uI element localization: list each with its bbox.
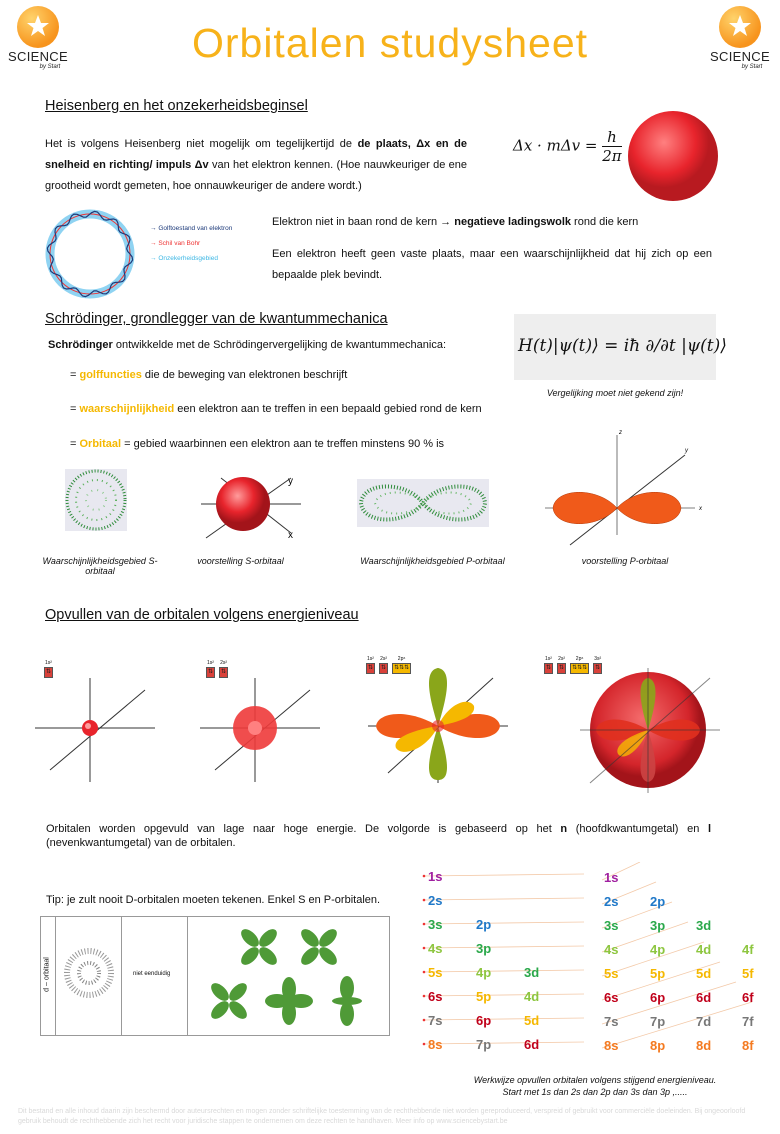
orbital-5p: 5p (650, 966, 666, 981)
ladder-line (424, 1042, 584, 1044)
logo-text: SCIENCE (8, 49, 68, 64)
orbital-2s: 2s (604, 894, 619, 909)
orbital-6p: 6p (650, 990, 666, 1005)
fill-box-arrows: ⇅⇅⇅ (570, 663, 589, 674)
heisenberg-text: Het is volgens Heisenberg niet mogelijk om tegelijkertijd de de plaats, Δx en de snelheid en richting/ impuls Δv van het elektron kennen. (Hoe nauwkeuriger de ene grootheid wordt gemeten, hoe onnauwkeuriger de andere wordt.) (45, 138, 468, 192)
copyright-footer: Dit bestand en alle inhoud daarin zijn beschermd door auteursrechten en mogen zonder schriftelijke toestemming van de rechthebbende niet worden gereproduceerd, verspreid of gebruikt voor commerciële doeleinden. Bij ongeoorloofd gebruik behoudt de rechthebbende zich het recht voor juridische stappen te ondernemen om deze rechten te handhaven. Meer info op www.sciencebystart.be (18, 1108, 746, 1125)
ladder-line (424, 874, 584, 876)
orbital-4f: 4f (742, 942, 754, 957)
legend-uncertainty: → Onzekerheidsgebied (150, 255, 218, 262)
orbital-7s: 7s (428, 1013, 443, 1028)
energy-ladder-list (416, 862, 586, 1058)
wave-legend (150, 221, 232, 266)
logo-text: SCIENCE (710, 49, 770, 64)
ladder-caption-1: Werkwijze opvullen orbitalen volgens stijgend energieniveau. (473, 1075, 717, 1085)
axes-1s (35, 670, 160, 785)
electron-cloud-sphere (625, 108, 721, 204)
fill-box-arrows: ⇅ (44, 667, 53, 678)
orbital-7p: 7p (476, 1037, 492, 1052)
s-probability-dots (65, 469, 127, 531)
heading-opvullen: Opvullen van de orbitalen volgens energieniveau (45, 607, 359, 623)
orbital-4s: 4s (428, 941, 443, 956)
ladder-line (424, 898, 584, 900)
axis-y-label: y (288, 476, 293, 487)
bohr-wave-diagram (38, 208, 148, 300)
bullet-waarschijnlijkheid: = waarschijnlijkheid een elektron aan te treffen in een bepaald gebied rond de kern (70, 403, 482, 415)
ladder-line (424, 946, 584, 948)
ladder-dot (423, 875, 426, 878)
orbital-4s: 4s (604, 942, 619, 957)
heading-heisenberg: Heisenberg en het onzekerheidsbeginsel (45, 98, 308, 114)
orbital-1s: 1s (604, 870, 619, 885)
fill-box-label: 2p⁶ (575, 656, 584, 662)
legend-wave: → Golftoestand van elektron (150, 225, 233, 232)
ladder-dot (423, 1019, 426, 1022)
orbital-2s: 2s (428, 893, 443, 908)
legend-bohr: → Schil van Bohr (150, 240, 201, 247)
orbital-3p: 3p (650, 918, 666, 933)
logo-sub: by Start (741, 64, 763, 70)
orbital-7p: 7p (650, 1014, 666, 1029)
fill-box-arrows: ⇅ (206, 667, 215, 678)
orbital-8p: 8p (650, 1038, 666, 1053)
p-probability-dots (357, 479, 489, 527)
fill-box-label: 2s² (558, 656, 566, 662)
orbital-8f: 8f (742, 1038, 754, 1053)
ladder-line (424, 922, 584, 924)
fill-box-label: 2s² (220, 660, 228, 666)
d-orbital-shapes (193, 923, 383, 1031)
orbital-3d: 3d (696, 918, 712, 933)
tip-text: Tip: je zult nooit D-orbitalen moeten tekenen. Enkel S en P-orbitalen. (46, 894, 381, 906)
ladder-caption-2: Start met 1s dan 2s dan 2p dan 3s dan 3p ,..... (502, 1087, 688, 1097)
d-orbital-table (40, 916, 390, 1036)
ladder-caption (440, 1074, 750, 1098)
probability-text: Een elektron heeft geen vaste plaats, maar een waarschijnlijkheid dat hij zich op een bepaalde plek bevindt. (272, 248, 712, 281)
orbital-6d: 6d (524, 1037, 540, 1052)
orbital-4d: 4d (696, 942, 712, 957)
orbital-6p: 6p (476, 1013, 492, 1028)
fill-box-arrows: ⇅ (557, 663, 566, 674)
ladder-dot (423, 971, 426, 974)
schrodinger-text: Schrödinger ontwikkelde met de Schrödingervergelijking de kwantummechanica: (48, 339, 447, 351)
fill-box-label: 1s² (207, 660, 214, 666)
fill-box-arrows: ⇅ (544, 663, 553, 674)
orbital-4p: 4p (476, 965, 492, 980)
schrodinger-formula-box (514, 314, 727, 380)
axis-x-label: x (288, 530, 293, 541)
axis-y-label: y (685, 448, 688, 454)
logo-sub: by Start (39, 64, 61, 70)
ladder-line (424, 970, 584, 972)
orbital-5d: 5d (696, 966, 712, 981)
fill-box-arrows: ⇅ (366, 663, 375, 674)
d-cloud-dots (61, 939, 117, 1007)
orbital-8s: 8s (428, 1037, 443, 1052)
orbital-3d: 3d (524, 965, 540, 980)
fill-box-arrows: ⇅ (593, 663, 602, 674)
orbital-4p: 4p (650, 942, 666, 957)
orbital-2p: 2p (650, 894, 666, 909)
page-title: Orbitalen studysheet (191, 20, 589, 66)
orbital-1s: 1s (428, 869, 443, 884)
axis-x-label: x (699, 506, 702, 512)
bullet-orbitaal: = Orbitaal = gebied waarbinnen een elektron aan te treffen minstens 90 % is (70, 438, 445, 450)
fill-box-label: 1s² (367, 656, 374, 662)
ladder-dot (423, 923, 426, 926)
fill-box-label: 2p⁶ (397, 656, 406, 662)
heisenberg-formula: Δx · mΔv = $\frac{h}{2\pi}$ (513, 128, 622, 165)
orbital-5p: 5p (476, 989, 492, 1004)
fill-box-arrows: ⇅ (379, 663, 388, 674)
caption-s-orbital: voorstelling S-orbitaal (197, 556, 284, 566)
bullet-golffuncties: = golffuncties die de beweging van elektronen beschrijft (70, 369, 348, 381)
orbital-7f: 7f (742, 1014, 754, 1029)
fill-box-label: 1s² (545, 656, 552, 662)
caption-p-probability: Waarschijnlijkheidsgebied P-orbitaal (360, 556, 505, 566)
s-orbital-sphere (196, 468, 306, 548)
ladder-dot (423, 995, 426, 998)
orbital-7s: 7s (604, 1014, 619, 1029)
fill-box-label: 2s² (380, 656, 388, 662)
formula-note: Vergelijking moet niet gekend zijn! (546, 388, 684, 398)
fill-box-label: 1s² (45, 660, 52, 666)
caption-s-probability: Waarschijnlijkheidsgebied S-orbitaal (42, 556, 158, 576)
axes-2s (200, 670, 325, 785)
orbital-5d: 5d (524, 1013, 540, 1028)
fill-box (544, 656, 553, 674)
orbital-6s: 6s (604, 990, 619, 1005)
fill-order-text: Orbitalen worden opgevuld van lage naar hoge energie. De volgorde is gebaseerd op het n (hoofdkwantumgetal) en l (nevenkwantumgetal) van de orbitalen. (46, 823, 711, 849)
orbital-7d: 7d (696, 1014, 712, 1029)
p-orbital-lobes (535, 430, 710, 550)
orbital-6s: 6s (428, 989, 443, 1004)
ladder-dot (423, 1043, 426, 1046)
diagonal-line (602, 1002, 752, 1048)
fill-box (557, 656, 566, 674)
energy-ladder-grid (596, 862, 766, 1058)
table-mid-label: niet eenduidig (133, 971, 171, 977)
orbital-6d: 6d (696, 990, 712, 1005)
orbital-5s: 5s (428, 965, 443, 980)
orbital-5s: 5s (604, 966, 619, 981)
heading-schrodinger: Schrödinger, grondlegger van de kwantummechanica (45, 311, 388, 327)
axes-3s (580, 668, 720, 793)
orbital-4d: 4d (524, 989, 540, 1004)
axis-z-label: z (619, 430, 622, 436)
orbital-3s: 3s (604, 918, 619, 933)
ladder-dot (423, 947, 426, 950)
caption-p-orbital: voorstelling P-orbitaal (581, 556, 669, 566)
cloud-text: Elektron niet in baan rond de kern → negatieve ladingswolk rond die kern (272, 216, 639, 228)
diagonal-line (602, 982, 736, 1024)
orbital-3p: 3p (476, 941, 492, 956)
orbital-6f: 6f (742, 990, 754, 1005)
orbital-5f: 5f (742, 966, 754, 981)
orbital-8d: 8d (696, 1038, 712, 1053)
fill-box-label: 3s² (594, 656, 602, 662)
schrodinger-formula: H(t)|ψ(t)⟩ = iħ ∂/∂t |ψ(t)⟩ (518, 336, 727, 356)
axes-2p (368, 668, 508, 783)
fill-box-arrows: ⇅⇅⇅ (392, 663, 411, 674)
orbital-2p: 2p (476, 917, 492, 932)
orbital-3s: 3s (428, 917, 443, 932)
ladder-dot (423, 899, 426, 902)
ladder-line (424, 1018, 584, 1020)
ladder-line (424, 994, 584, 996)
fill-box-arrows: ⇅ (219, 667, 228, 678)
table-side-label: d – orbitaal (43, 957, 51, 992)
orbital-8s: 8s (604, 1038, 619, 1053)
